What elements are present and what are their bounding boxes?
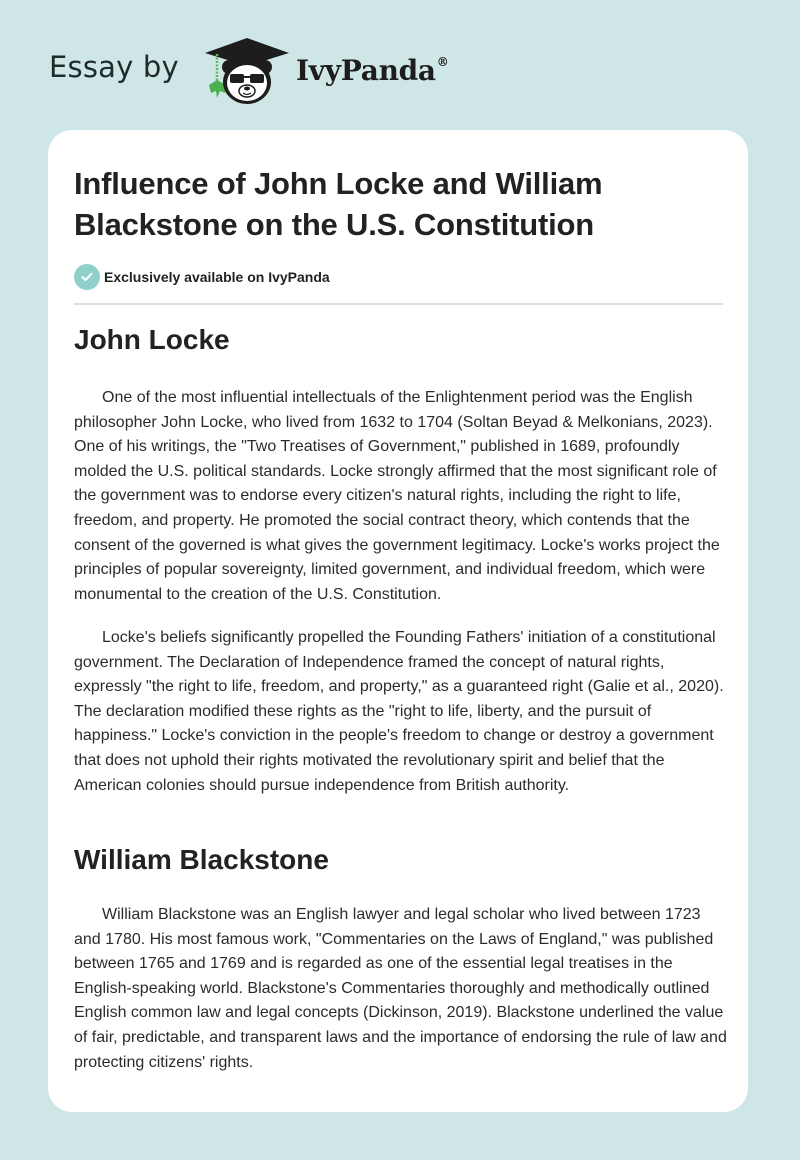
section-heading-john-locke: John Locke — [74, 324, 230, 355]
site-header — [0, 0, 800, 120]
exclusive-badge — [74, 264, 330, 290]
paragraph: One of the most influential intellectuals of the Enlightenment period was the English philosopher John Locke, who lived from 1632 to 1704 (Soltan Beyad & Melkonians, 2023). One of his writings, the "Two Treatises of Government," published in 1689, profoundly molded the U.S. political standards. Locke strongly affirmed that the most significant role of the government was to endorse every citizen's natural rights, including the right to life, freedom, and property. He promoted the social contract theory, which contends that the consent of the governed is what gives the government legitimacy. Locke's works project the principles of popular sovereignty, limited government, and individual freedom, which were monumental to the creation of the U.S. Constitution. — [74, 389, 720, 603]
title-divider — [74, 303, 723, 305]
paragraph: Locke's beliefs significantly propelled the Founding Fathers' initiation of a constitutional government. The Declaration of Independence framed the concept of natural rights, expressly "the right to life, freedom, and property," as a guaranteed right (Galie et al., 2020). The declaration modified these rights as the "right to life, liberty, and the pursuit of happiness." Locke's conviction in the people's freedom to change or destroy a government that does not uphold their rights motivated the revolutionary spirit and belief that the American colonies should pursue independence from British authority. — [74, 629, 724, 794]
check-circle-icon — [74, 264, 100, 290]
page-title: Influence of John Locke and William Blackstone on the U.S. Constitution — [74, 166, 603, 242]
essay-card — [48, 130, 748, 1112]
section-heading-william-blackstone: William Blackstone — [74, 844, 329, 875]
essay-by-label: Essay by — [49, 50, 179, 84]
brand-text: IvyPanda — [296, 54, 436, 87]
exclusive-label: Exclusively available on IvyPanda — [104, 269, 330, 285]
registered-mark: ® — [436, 55, 449, 69]
paragraph: William Blackstone was an English lawyer and legal scholar who lived between 1723 and 1780. His most famous work, "Commentaries on the Laws of England," was published between 1765 and 1769 and is regarded as one of the essential legal treatises in the English-speaking world. Blackstone's Commentaries thoroughly and methodically outlined English common law and legal concepts (Dickinson, 2019). Blackstone underlined the value of fair, predictable, and transparent laws and the importance of endorsing the rule of law and protecting citizens' rights. — [74, 906, 727, 1071]
brand-name[interactable] — [296, 54, 448, 87]
panda-graduate-logo-icon[interactable] — [203, 36, 291, 108]
